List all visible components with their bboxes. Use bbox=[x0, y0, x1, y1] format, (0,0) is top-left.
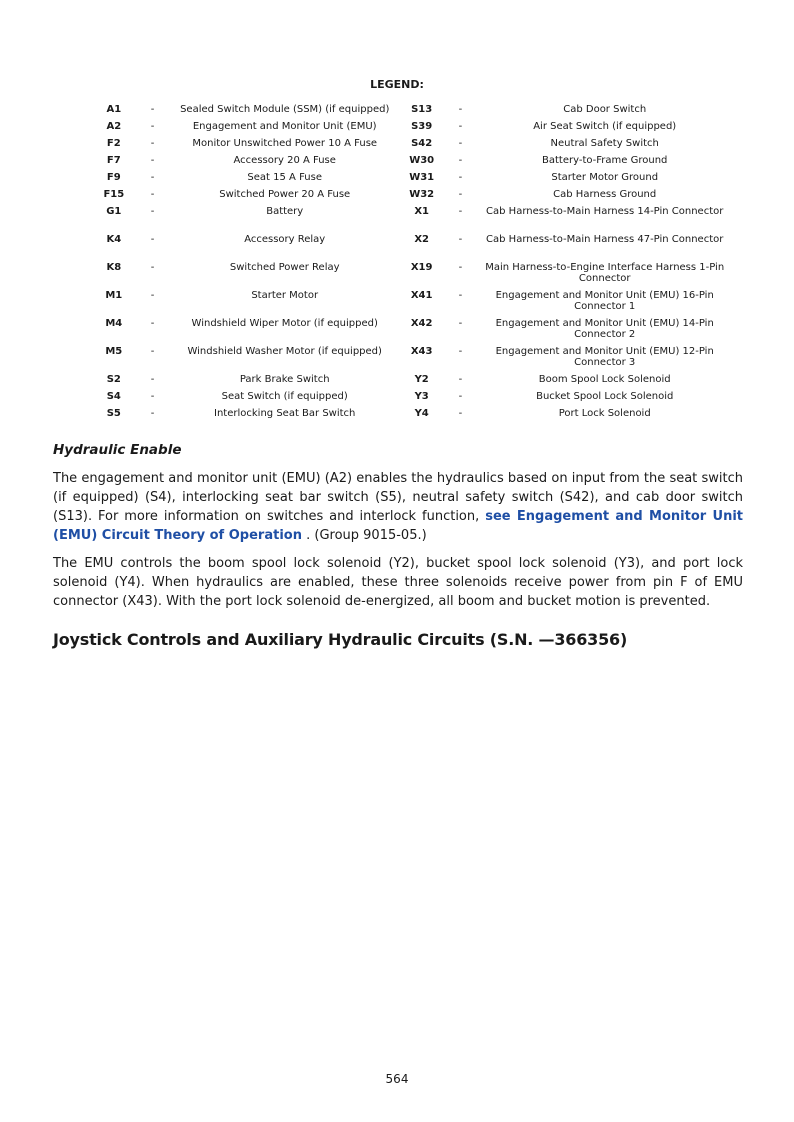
page-number: 564 bbox=[385, 1072, 409, 1086]
legend-right-description: Engagement and Monitor Unit (EMU) 16-Pin Connector 1 bbox=[495, 290, 714, 312]
legend-right-dash: - bbox=[458, 104, 463, 115]
legend-right-code: Y2 bbox=[414, 374, 429, 385]
legend-row bbox=[92, 189, 732, 206]
legend-right-dash: - bbox=[458, 189, 463, 200]
legend-left-dash: - bbox=[150, 290, 155, 301]
legend-right-code: X42 bbox=[410, 318, 433, 329]
legend-row bbox=[92, 155, 732, 172]
legend-right-description: Cab Door Switch bbox=[563, 104, 647, 115]
legend-left-code: M1 bbox=[105, 290, 123, 301]
legend-right-description: Cab Harness Ground bbox=[553, 189, 657, 200]
legend-row bbox=[92, 206, 732, 234]
legend-right-dash: - bbox=[458, 374, 463, 385]
legend-left-code: A1 bbox=[106, 104, 122, 115]
legend-left-code: A2 bbox=[106, 121, 122, 132]
legend-left-description: Engagement and Monitor Unit (EMU) bbox=[192, 121, 377, 132]
legend-right-code: X19 bbox=[410, 262, 433, 273]
legend-title: LEGEND: bbox=[370, 78, 424, 91]
legend-left-dash: - bbox=[150, 318, 155, 329]
legend-left-dash: - bbox=[150, 121, 155, 132]
legend-left-description: Switched Power Relay bbox=[229, 262, 340, 273]
legend-right-dash: - bbox=[458, 234, 463, 245]
legend-right-code: S39 bbox=[411, 121, 433, 132]
legend-left-description: Accessory 20 A Fuse bbox=[233, 155, 336, 166]
legend-right-dash: - bbox=[458, 346, 463, 357]
legend-left-dash: - bbox=[150, 346, 155, 357]
legend-left-code: K8 bbox=[106, 262, 122, 273]
legend-left-code: S5 bbox=[106, 408, 121, 419]
legend-row bbox=[92, 262, 732, 290]
legend-left-code: F7 bbox=[106, 155, 121, 166]
legend-right-code: W30 bbox=[409, 155, 435, 166]
legend-left-dash: - bbox=[150, 408, 155, 419]
legend-right-dash: - bbox=[458, 262, 463, 273]
legend-right-dash: - bbox=[458, 318, 463, 329]
paragraph-hydraulic-enable bbox=[53, 469, 743, 545]
legend-row bbox=[92, 104, 732, 121]
legend-left-dash: - bbox=[150, 189, 155, 200]
legend-right-description: Starter Motor Ground bbox=[551, 172, 659, 183]
legend-left-dash: - bbox=[150, 172, 155, 183]
legend-right-dash: - bbox=[458, 172, 463, 183]
legend-row bbox=[92, 138, 732, 155]
legend-right-code: W32 bbox=[409, 189, 435, 200]
legend-right-dash: - bbox=[458, 155, 463, 166]
legend-row bbox=[92, 234, 732, 262]
legend-table bbox=[92, 104, 732, 425]
legend-right-code: W31 bbox=[409, 172, 435, 183]
legend-left-dash: - bbox=[150, 206, 155, 217]
legend-left-dash: - bbox=[150, 262, 155, 273]
legend-left-description: Accessory Relay bbox=[244, 234, 326, 245]
legend-right-code: X43 bbox=[410, 346, 433, 357]
legend-left-description: Seat 15 A Fuse bbox=[247, 172, 322, 183]
legend-left-description: Switched Power 20 A Fuse bbox=[219, 189, 351, 200]
legend-left-code: K4 bbox=[106, 234, 122, 245]
paragraph-emu-solenoids: The EMU controls the boom spool lock solenoid (Y2), bucket spool lock solenoid (Y3), and port lock solenoid (Y4). When hydraulics are enabled, these three solenoids receive power from pin F of EMU connector (X43). With the port lock solenoid de-energized, all boom and bucket motion is prevented. bbox=[53, 556, 743, 609]
legend-right-description: Battery-to-Frame Ground bbox=[542, 155, 668, 166]
legend-right-code: Y4 bbox=[414, 408, 429, 419]
legend-left-code: S4 bbox=[106, 391, 121, 402]
legend-right-description: Bucket Spool Lock Solenoid bbox=[536, 391, 674, 402]
legend-left-description: Starter Motor bbox=[251, 290, 319, 301]
legend-right-code: X41 bbox=[410, 290, 433, 301]
legend-left-code: F15 bbox=[103, 189, 125, 200]
legend-left-code: S2 bbox=[106, 374, 121, 385]
emu-circuit-theory-link[interactable]: see Engagement and Monitor Unit (EMU) Circuit Theory of Operation bbox=[53, 509, 744, 543]
legend-left-description: Seat Switch (if equipped) bbox=[221, 391, 348, 402]
legend-right-description: Engagement and Monitor Unit (EMU) 14-Pin Connector 2 bbox=[495, 318, 714, 340]
legend-row bbox=[92, 290, 732, 318]
legend-right-dash: - bbox=[458, 138, 463, 149]
legend-right-code: Y3 bbox=[414, 391, 429, 402]
legend-left-dash: - bbox=[150, 391, 155, 402]
legend-row bbox=[92, 391, 732, 408]
legend-row bbox=[92, 374, 732, 391]
legend-left-description: Battery bbox=[266, 206, 304, 217]
legend-left-description: Park Brake Switch bbox=[239, 374, 330, 385]
legend-left-dash: - bbox=[150, 234, 155, 245]
legend-right-dash: - bbox=[458, 290, 463, 301]
legend-right-dash: - bbox=[458, 206, 463, 217]
legend-right-code: X1 bbox=[414, 206, 429, 217]
legend-right-dash: - bbox=[458, 121, 463, 132]
legend-right-description: Cab Harness-to-Main Harness 14-Pin Connector bbox=[486, 206, 724, 217]
section-heading-hydraulic-enable: Hydraulic Enable bbox=[53, 442, 182, 458]
legend-left-code: G1 bbox=[106, 206, 122, 217]
legend-left-code: F2 bbox=[106, 138, 121, 149]
legend-right-description: Engagement and Monitor Unit (EMU) 12-Pin Connector 3 bbox=[495, 346, 714, 368]
legend-left-code: M5 bbox=[105, 346, 123, 357]
paragraph-text-tail: . (Group 9015-05.) bbox=[301, 528, 427, 543]
legend-right-description: Main Harness-to-Engine Interface Harness 1-Pin Connector bbox=[485, 262, 725, 284]
paragraph-text: The engagement and monitor unit (EMU) (A2) enables the hydraulics based on input from the seat switch (if equipped) (S4), interlocking seat bar switch (S5), neutral safety switch (S42), and cab door switch (S13). For more information on switches and interlock function, bbox=[53, 471, 743, 524]
legend-left-dash: - bbox=[150, 138, 155, 149]
legend-right-description: Air Seat Switch (if equipped) bbox=[533, 121, 677, 132]
legend-left-dash: - bbox=[150, 155, 155, 166]
legend-left-description: Windshield Washer Motor (if equipped) bbox=[187, 346, 382, 357]
legend-left-code: M4 bbox=[105, 318, 123, 329]
section-heading-joystick-controls: Joystick Controls and Auxiliary Hydraulic Circuits (S.N. —366356) bbox=[53, 630, 628, 649]
legend-right-description: Boom Spool Lock Solenoid bbox=[538, 374, 671, 385]
legend-left-dash: - bbox=[150, 104, 155, 115]
legend-row bbox=[92, 121, 732, 138]
legend-row bbox=[92, 318, 732, 346]
legend-left-description: Interlocking Seat Bar Switch bbox=[214, 408, 356, 419]
legend-right-description: Port Lock Solenoid bbox=[558, 408, 651, 419]
legend-left-description: Windshield Wiper Motor (if equipped) bbox=[191, 318, 378, 329]
legend-row bbox=[92, 346, 732, 374]
legend-left-code: F9 bbox=[106, 172, 121, 183]
legend-right-dash: - bbox=[458, 391, 463, 402]
legend-left-dash: - bbox=[150, 374, 155, 385]
legend-right-dash: - bbox=[458, 408, 463, 419]
legend-row bbox=[92, 408, 732, 425]
legend-left-description: Sealed Switch Module (SSM) (if equipped) bbox=[180, 104, 390, 115]
legend-left-description: Monitor Unswitched Power 10 A Fuse bbox=[192, 138, 378, 149]
legend-right-description: Neutral Safety Switch bbox=[550, 138, 659, 149]
legend-row bbox=[92, 172, 732, 189]
legend-right-code: S13 bbox=[411, 104, 433, 115]
legend-right-description: Cab Harness-to-Main Harness 47-Pin Connector bbox=[486, 234, 724, 245]
legend-right-code: X2 bbox=[414, 234, 429, 245]
legend-right-code: S42 bbox=[411, 138, 433, 149]
